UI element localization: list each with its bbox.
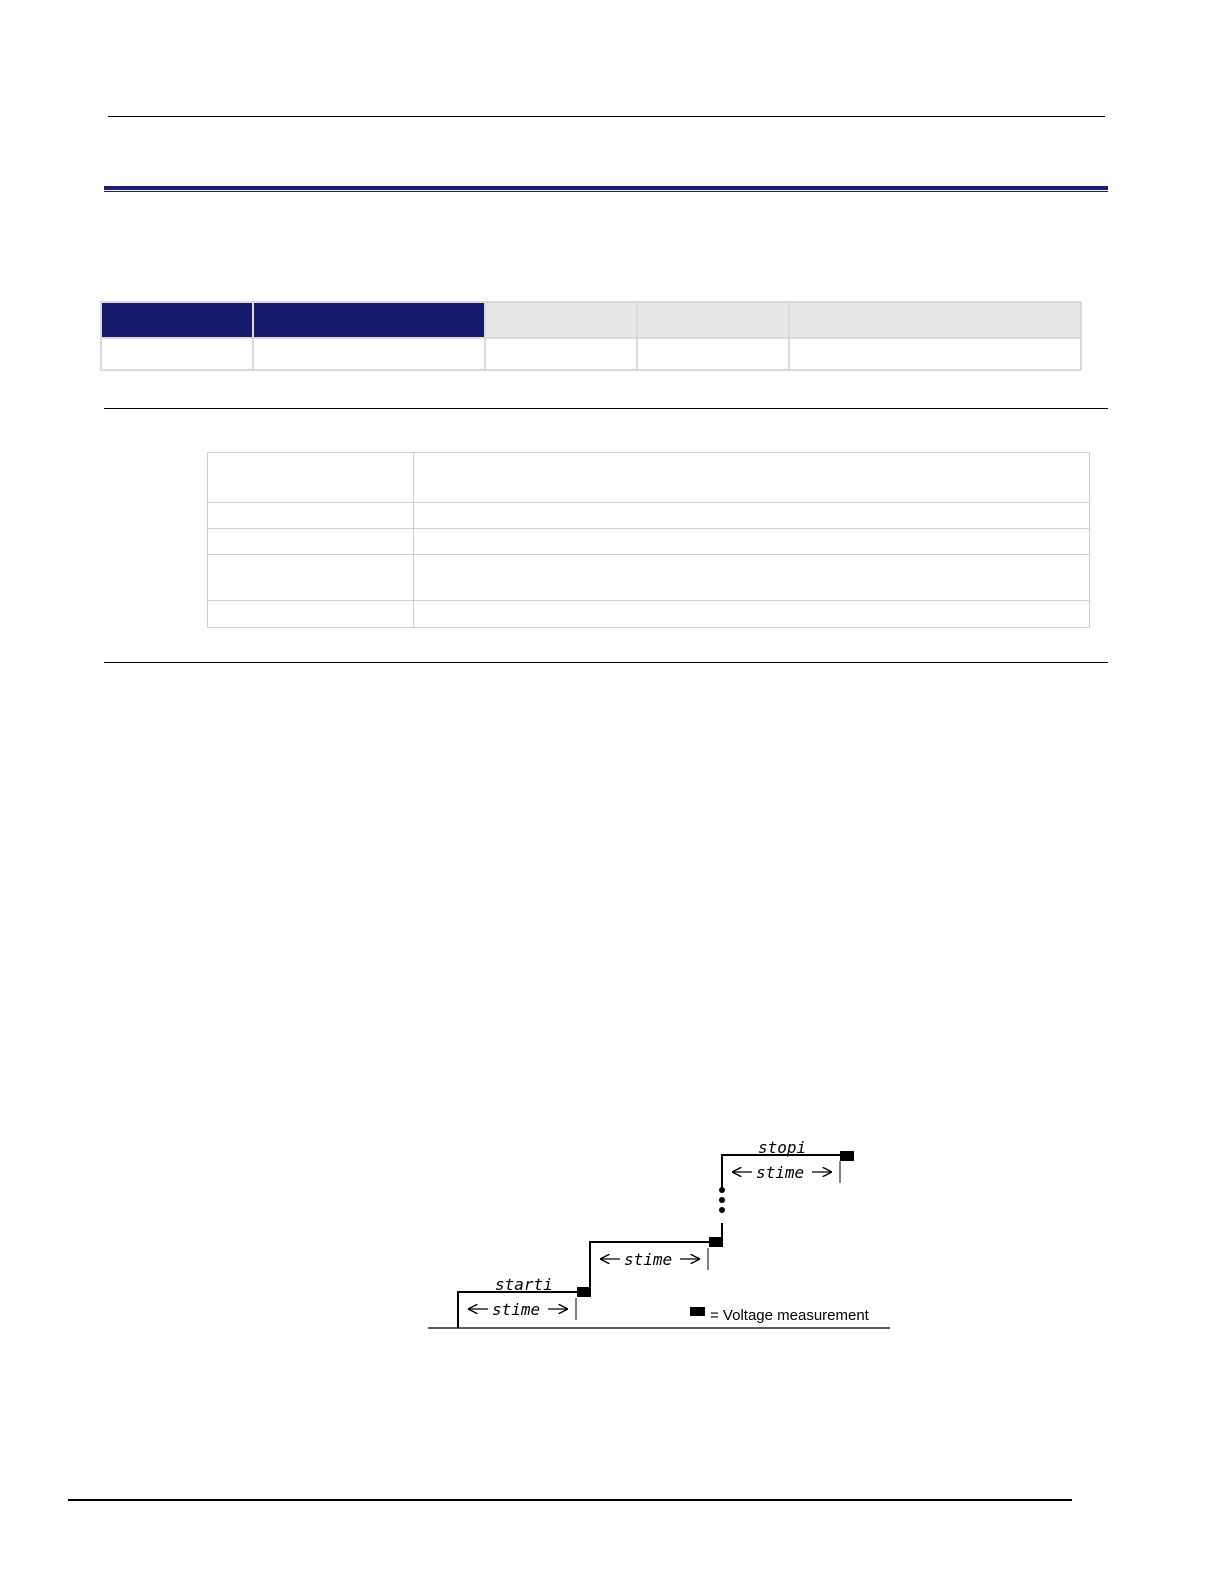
start-label: starti	[495, 1275, 553, 1294]
section-rule	[104, 662, 1108, 663]
header-rule	[108, 116, 1105, 117]
measurement-marker	[840, 1151, 854, 1161]
staircase-sweep-diagram	[420, 1130, 900, 1340]
table-row	[208, 503, 1090, 529]
legend-marker	[690, 1307, 705, 1316]
table-row	[208, 529, 1090, 555]
param-name-cell	[208, 529, 414, 555]
table-row	[208, 453, 1090, 503]
save-header-cell	[637, 302, 789, 338]
table-cell	[101, 338, 253, 370]
param-name-cell	[208, 503, 414, 529]
measurement-marker	[577, 1287, 591, 1297]
affected-by-header-cell	[485, 302, 637, 338]
default-header-cell	[789, 302, 1081, 338]
title-rule	[104, 186, 1108, 190]
table-cell	[789, 338, 1081, 370]
measurement-marker	[709, 1237, 723, 1247]
continuation-dot	[719, 1207, 725, 1213]
param-desc-cell	[414, 601, 1090, 628]
command-type-table	[100, 301, 1082, 371]
stime-label: stime	[756, 1163, 805, 1182]
stop-label: stopi	[758, 1138, 807, 1157]
section-rule	[104, 408, 1108, 409]
type-header-cell	[101, 302, 253, 338]
parameter-table	[207, 452, 1090, 628]
param-desc-cell	[414, 453, 1090, 503]
stime-label: stime	[492, 1300, 541, 1319]
table-row	[101, 338, 1081, 370]
param-desc-cell	[414, 555, 1090, 601]
table-row	[208, 601, 1090, 628]
table-cell	[637, 338, 789, 370]
footer-rule	[68, 1499, 1072, 1501]
continuation-dot	[719, 1187, 725, 1193]
legend-text: = Voltage measurement	[710, 1307, 869, 1324]
table-row	[208, 555, 1090, 601]
param-name-cell	[208, 555, 414, 601]
tsp-link-header-cell	[253, 302, 485, 338]
param-desc-cell	[414, 529, 1090, 555]
param-name-cell	[208, 453, 414, 503]
continuation-dot	[719, 1197, 725, 1203]
title-rule-thin	[104, 191, 1108, 192]
table-header-row	[101, 302, 1081, 338]
stime-label: stime	[624, 1250, 673, 1269]
table-cell	[253, 338, 485, 370]
param-name-cell	[208, 601, 414, 628]
param-desc-cell	[414, 503, 1090, 529]
table-cell	[485, 338, 637, 370]
